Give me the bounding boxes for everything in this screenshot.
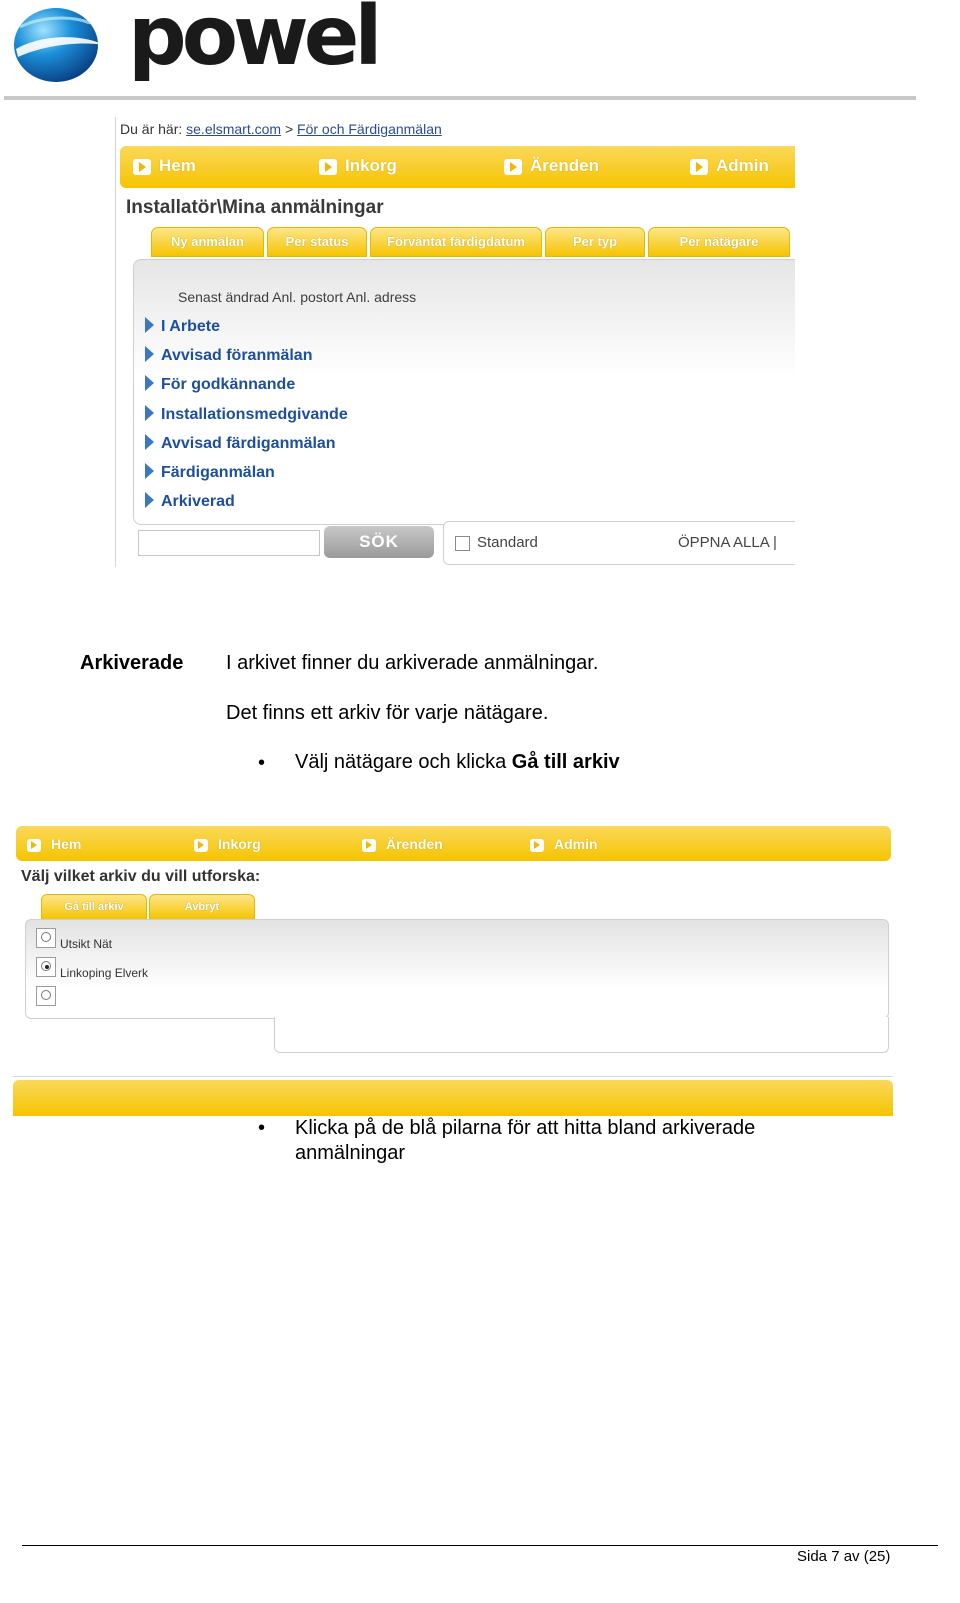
archive-heading: Välj vilket arkiv du vill utforska:	[21, 868, 261, 885]
search-button[interactable]: SÖK	[324, 526, 434, 558]
bullet-text-bold: Gå till arkiv	[511, 751, 620, 773]
blue-arrow-icon	[145, 317, 154, 333]
bullet-blue-arrows	[295, 1116, 755, 1166]
breadcrumb	[120, 121, 442, 137]
blue-arrow-icon	[145, 405, 154, 421]
footer-bar	[13, 1080, 893, 1116]
bullet-icon: •	[258, 1117, 266, 1139]
archive-options-panel	[25, 919, 889, 1019]
status-label: Avvisad färdiganmälan	[161, 435, 336, 452]
divider	[13, 1076, 893, 1077]
nav-arrow-icon	[362, 839, 376, 852]
bullet-choose-owner	[295, 750, 620, 775]
radio-utsikt-nat[interactable]	[36, 928, 56, 948]
status-item[interactable]	[145, 405, 348, 424]
nav-arrow-icon	[530, 839, 544, 852]
open-all-link[interactable]: ÖPPNA ALLA |	[678, 534, 777, 551]
nav-label: Hem	[159, 156, 196, 175]
breadcrumb-link-home[interactable]: se.elsmart.com	[186, 121, 282, 137]
nav-item-arenden[interactable]	[362, 836, 443, 852]
standard-checkbox-label: Standard	[477, 534, 538, 551]
blue-arrow-icon	[145, 463, 154, 479]
section-label: Arkiverade	[80, 652, 184, 674]
nav-label: Inkorg	[345, 156, 397, 175]
radio-empty-option[interactable]	[36, 986, 56, 1006]
tab-ny-anmalan[interactable]: Ny anmälan	[151, 227, 264, 257]
radio-ring-icon	[41, 961, 51, 971]
cancel-button[interactable]: Avbryt	[149, 894, 255, 920]
status-label: Installationsmedgivande	[161, 406, 348, 423]
tab-forvantat-fardigdatum[interactable]: Förväntat färdigdatum	[370, 227, 542, 257]
page-title: Installatör\Mina anmälningar	[126, 197, 384, 218]
breadcrumb-prefix: Du är här:	[120, 121, 183, 137]
radio-selected-dot	[45, 965, 49, 969]
standard-checkbox[interactable]	[455, 536, 470, 551]
nav-label: Admin	[716, 156, 769, 175]
bullet-icon: •	[258, 752, 266, 774]
status-label: För godkännande	[161, 376, 296, 393]
nav-arrow-icon	[319, 159, 337, 175]
blue-arrow-icon	[145, 434, 154, 450]
archive-panel-lower	[274, 1017, 889, 1053]
status-item[interactable]	[145, 434, 336, 453]
breadcrumb-separator: >	[284, 121, 294, 137]
nav-item-hem[interactable]	[27, 836, 81, 852]
nav-item-inkorg[interactable]	[319, 156, 397, 176]
nav-item-hem[interactable]	[133, 156, 196, 176]
screenshot-my-notifications	[115, 117, 795, 567]
main-nav-bar	[16, 826, 891, 861]
screenshot-border	[115, 117, 116, 567]
radio-ring-icon	[41, 990, 51, 1000]
nav-label: Hem	[51, 836, 82, 852]
status-item[interactable]	[145, 317, 220, 336]
blue-arrow-icon	[145, 375, 154, 391]
nav-item-admin[interactable]	[530, 836, 598, 852]
nav-label: Inkorg	[218, 836, 261, 852]
nav-item-inkorg[interactable]	[194, 836, 261, 852]
paragraph-archive: I arkivet finner du arkiverade anmälningar.	[226, 652, 599, 674]
go-to-archive-button[interactable]: Gå till arkiv	[41, 894, 147, 920]
radio-ring-icon	[41, 932, 51, 942]
blue-arrow-icon	[145, 492, 154, 508]
bullet-text-plain: Välj nätägare och klicka	[295, 751, 512, 773]
nav-arrow-icon	[504, 159, 522, 175]
tab-per-natagare[interactable]: Per nätägare	[648, 227, 790, 257]
bullet-line: Klicka på de blå pilarna för att hitta bland arkiverade	[295, 1117, 756, 1139]
header-divider	[4, 96, 916, 100]
nav-label: Admin	[554, 836, 598, 852]
status-label: Avvisad föranmälan	[161, 347, 313, 364]
screenshot-choose-archive	[13, 826, 893, 1116]
blue-arrow-icon	[145, 346, 154, 362]
status-item[interactable]	[145, 346, 312, 365]
powel-wordmark: powel	[128, 0, 378, 84]
nav-item-admin[interactable]	[690, 156, 769, 176]
radio-label: Utsikt Nät	[60, 937, 113, 951]
nav-label: Ärenden	[386, 836, 443, 852]
nav-item-arenden[interactable]	[504, 156, 599, 176]
status-item[interactable]	[145, 492, 235, 511]
paragraph-archive-per-owner: Det finns ett arkiv för varje nätägare.	[226, 702, 549, 724]
nav-label: Ärenden	[530, 156, 599, 175]
radio-linkoping-elverk[interactable]	[36, 957, 56, 977]
tab-per-status[interactable]: Per status	[267, 227, 367, 257]
status-label: I Arbete	[161, 318, 220, 335]
tab-per-typ[interactable]: Per typ	[545, 227, 645, 257]
bullet-line: anmälningar	[295, 1142, 406, 1164]
status-label: Arkiverad	[161, 493, 235, 510]
powel-globe-logo	[10, 5, 106, 85]
nav-arrow-icon	[133, 159, 151, 175]
breadcrumb-link-current[interactable]: För och Färdiganmälan	[297, 121, 442, 137]
column-headers: Senast ändrad Anl. postort Anl. adress	[178, 289, 417, 305]
status-item[interactable]	[145, 375, 295, 394]
status-label: Färdiganmälan	[161, 464, 275, 481]
footer-divider	[22, 1545, 938, 1546]
nav-arrow-icon	[194, 839, 208, 852]
status-item[interactable]	[145, 463, 275, 482]
nav-arrow-icon	[690, 159, 708, 175]
search-input[interactable]	[138, 530, 320, 556]
nav-arrow-icon	[27, 839, 41, 852]
page-number: Sida 7 av (25)	[797, 1548, 891, 1565]
radio-label: Linkoping Elverk	[60, 966, 149, 980]
